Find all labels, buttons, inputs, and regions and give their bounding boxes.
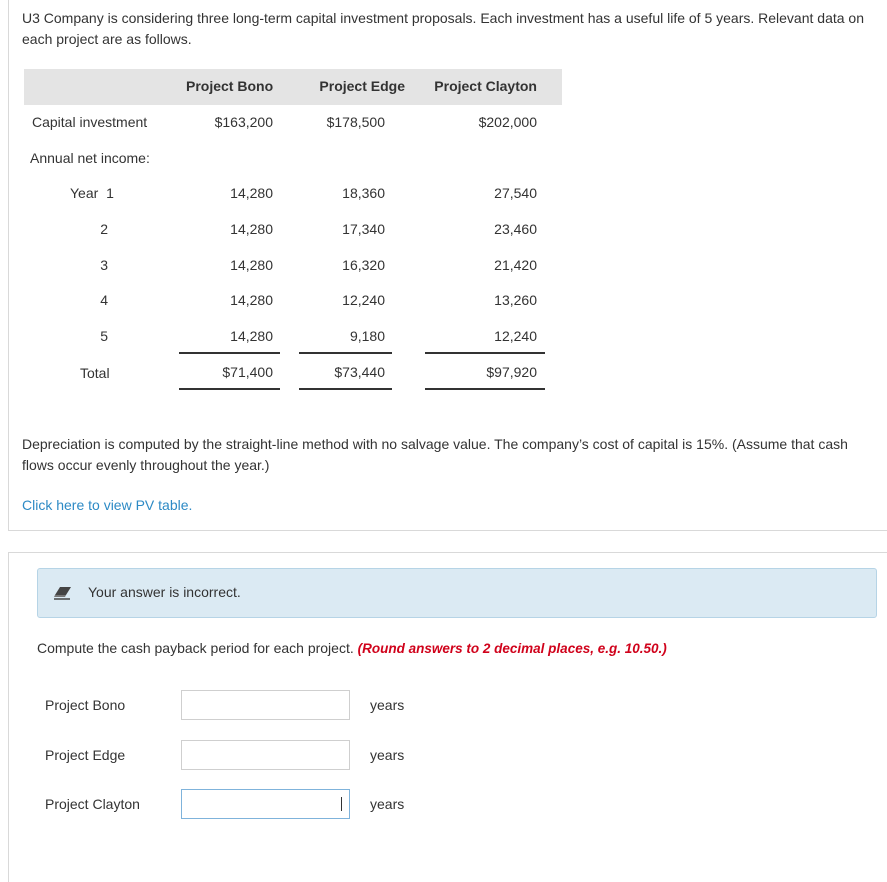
year5-clayton: 12,240 [494,328,537,344]
year5-edge: 9,180 [349,328,385,344]
problem-intro: U3 Company is considering three long-term capital investment proposals. Each investment has a useful life of 5 years. Relevant data on each project are as follows. [22,10,864,47]
capital-investment-label: Capital investment [32,114,148,130]
alert-message: Your answer is incorrect. [88,584,241,600]
text-caret [341,797,342,811]
subtotal-rule [179,352,280,354]
payback-input-edge[interactable] [181,740,350,770]
year4-edge: 12,240 [342,292,385,308]
total-underline [425,388,545,390]
pv-table-link[interactable]: Click here to view PV table. [22,497,193,513]
capital-edge: $178,500 [326,114,385,130]
answer-label-bono: Project Bono [45,697,126,713]
year-label: Year 1 [70,185,114,201]
subtotal-rule [299,352,392,354]
year-label: 4 [100,292,108,308]
year-label: 5 [100,328,108,344]
header-project-edge: Project Edge [319,78,405,94]
unit-years: years [370,697,405,713]
total-clayton: $97,920 [486,364,537,380]
year2-clayton: 23,460 [494,221,537,237]
answer-label-clayton: Project Clayton [45,796,140,812]
year3-bono: 14,280 [230,257,273,273]
payback-input-clayton[interactable] [181,789,350,819]
year1-clayton: 27,540 [494,185,537,201]
capital-bono: $163,200 [214,114,273,130]
pencil-eraser-icon [54,586,72,600]
year-label: 3 [100,257,108,273]
total-edge: $73,440 [334,364,385,380]
question-prompt: Compute the cash payback period for each project. [37,640,354,656]
subtotal-rule [425,352,545,354]
year3-edge: 16,320 [342,257,385,273]
unit-years: years [370,747,405,763]
year-label: 2 [100,221,108,237]
year2-bono: 14,280 [230,221,273,237]
rounding-instruction: (Round answers to 2 decimal places, e.g. 10.50.) [357,641,667,656]
total-underline [299,388,392,390]
year5-bono: 14,280 [230,328,273,344]
incorrect-answer-alert [37,568,877,618]
total-underline [179,388,280,390]
header-project-clayton: Project Clayton [434,78,537,94]
year4-clayton: 13,260 [494,292,537,308]
total-label: Total [80,365,110,381]
year2-edge: 17,340 [342,221,385,237]
question-text [37,640,667,656]
header-project-bono: Project Bono [186,78,274,94]
year1-edge: 18,360 [342,185,385,201]
total-bono: $71,400 [222,364,273,380]
depreciation-note: Depreciation is computed by the straight-line method with no salvage value. The company’s cost of capital is 15%. (Assume that cash flows occur evenly throughout the year.) [22,436,848,473]
capital-clayton: $202,000 [478,114,537,130]
payback-input-bono[interactable] [181,690,350,720]
year4-bono: 14,280 [230,292,273,308]
year3-clayton: 21,420 [494,257,537,273]
year1-bono: 14,280 [230,185,273,201]
answer-label-edge: Project Edge [45,747,126,763]
unit-years: years [370,796,405,812]
annual-net-income-label: Annual net income: [30,150,150,166]
